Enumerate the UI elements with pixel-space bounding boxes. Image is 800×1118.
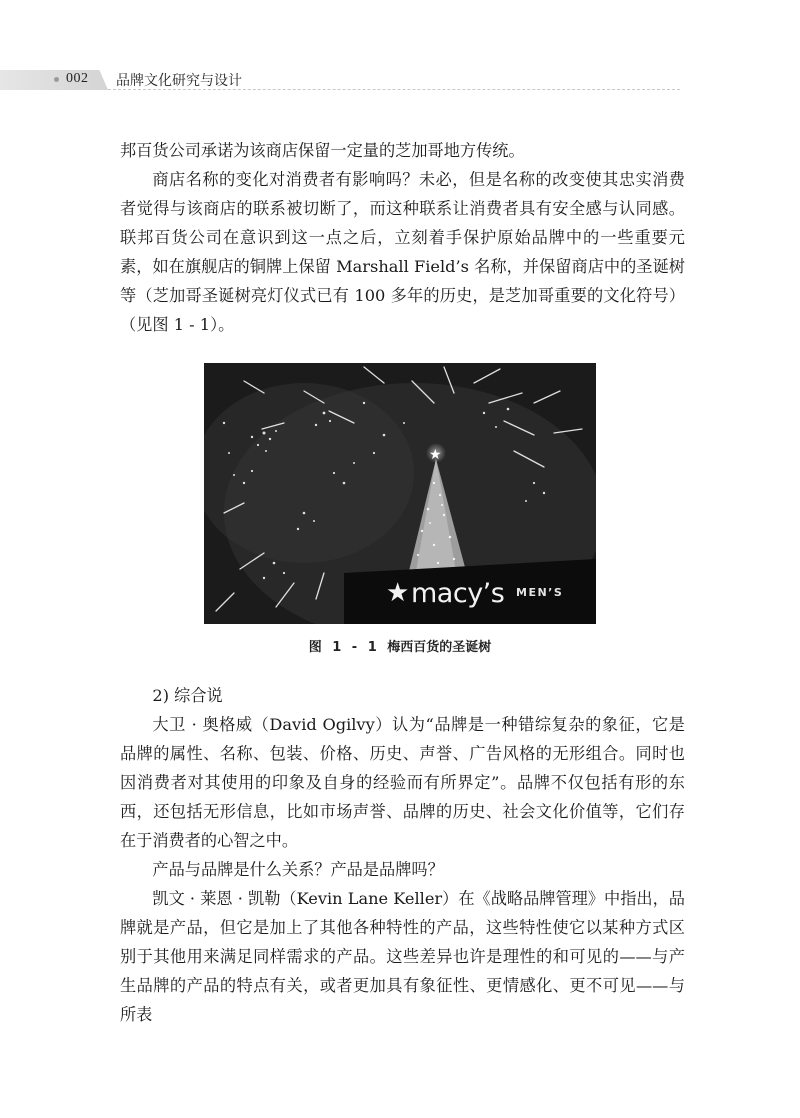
- paragraph: 商店名称的变化对消费者有影响吗？未必，但是名称的改变使其忠实消费者觉得与该商店的联系被切断了，而这种联系让消费者具有安全感与认同感。联邦百货公司在意识到这一点之后，立刻着手保护原始品牌中的一些重要元素，如在旗舰店的铜牌上保留 Marshall Field’s 名称，并保留商店中的圣诞树等（芝加哥圣诞树亮灯仪式已有 100 多年的历史，是芝加哥重要的文化符号）（见图 1 - 1）。: [120, 170, 685, 334]
- mens-sign: MEN’S: [516, 586, 564, 599]
- paragraph: 邦百货公司承诺为该商店保留一定量的芝加哥地方传统。: [120, 141, 525, 160]
- header-dot: [54, 77, 59, 82]
- macys-logo: macy’s: [411, 578, 505, 609]
- figure-caption: 图 1 - 1 梅西百货的圣诞树: [308, 640, 492, 655]
- section-heading: 2) 综合说: [152, 686, 223, 705]
- paragraph: 大卫 · 奥格威（David Ogilvy）认为“品牌是一种错综复杂的象征，它是品牌的属性、名称、包装、价格、历史、声誉、广告风格的无形组合。同时也因消费者对其使用的印象及自身的经验而有所界定”。品牌不仅包括有形的东西，还包括无形信息，比如市场声誉、品牌的历史、社会文化价值等，它们存在于消费者的心智之中。: [120, 715, 685, 850]
- body-text-top: [120, 136, 685, 339]
- paragraph: 凯文 · 莱恩 · 凯勒（Kevin Lane Keller）在《战略品牌管理》中指出，品牌就是产品，但它是加上了其他各种特性的产品，这些特性使它以某种方式区别于其他用来满足同样需求的产品。这些差异也许是理性的和可见的——与产生品牌的产品的特点有关，或者更加具有象征性、更情感化、更不可见——与所表: [120, 889, 685, 1024]
- paragraph: 产品与品牌是什么关系？产品是品牌吗？: [152, 860, 444, 879]
- macys-star-icon: ★: [386, 578, 410, 608]
- header-divider: [108, 89, 680, 90]
- running-title: 品牌文化研究与设计: [116, 73, 242, 89]
- page-number: 002: [66, 71, 89, 86]
- body-text-bottom: [120, 681, 685, 1029]
